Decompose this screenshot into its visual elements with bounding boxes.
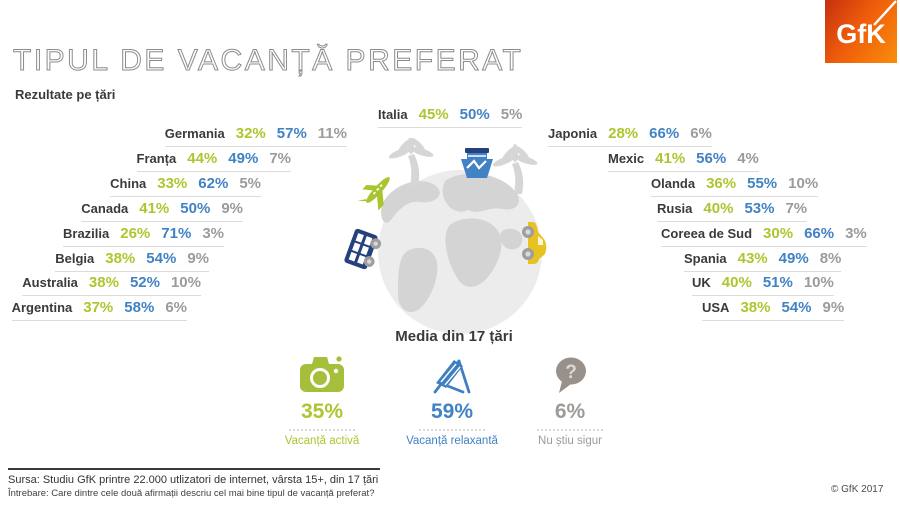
relaxed-pct: 54% [146,250,177,267]
active-pct: 32% [235,125,266,142]
relaxed-pct: 52% [129,274,160,291]
country-label: Olanda [651,176,696,191]
active-pct: 38% [740,299,771,316]
relaxed-pct: 53% [744,200,775,217]
country-row-franta [137,150,291,172]
unsure-pct: 9% [187,250,209,267]
globe-icon [378,170,542,334]
active-pct: 41% [655,150,686,167]
country-label: Rusia [657,201,693,216]
active-pct: 33% [157,175,188,192]
unsure-pct: 7% [785,200,808,217]
relaxed-pct: 50% [180,200,211,217]
relaxed-pct: 66% [649,125,680,142]
footer-question: Întrebare: Care dintre cele două afirmații descriu cel mai bine tipul de vacanță preferat? [8,488,375,499]
relaxed-pct: 49% [228,150,259,167]
country-label: China [110,176,147,191]
question-mark-glyph: ? [565,362,577,383]
country-label: Australia [22,275,78,290]
relaxed-pct: 62% [198,175,229,192]
active-average-label: Vacanță activă [284,435,360,447]
active-pct: 45% [418,106,449,123]
unsure-pct: 11% [317,125,347,142]
relaxed-pct: 56% [696,150,727,167]
gfk-logo-text: GfK [836,19,886,49]
bus-icon [344,228,384,272]
country-row-coreea-de-sud [661,225,867,247]
active-pct: 40% [721,274,752,291]
dotted-divider [537,429,603,431]
active-pct: 38% [88,274,119,291]
unsure-pct: 9% [822,299,845,316]
logo-slash-icon [825,0,897,63]
country-row-canada [81,200,243,222]
copyright-notice: © GfK 2017 [831,484,884,495]
unsure-pct: 9% [221,200,243,217]
relaxed-pct: 54% [781,299,812,316]
country-label: Mexic [608,151,645,166]
question-bubble-icon [500,354,640,396]
active-pct: 44% [187,150,218,167]
country-row-australia [22,274,201,296]
country-label: Germania [164,126,225,141]
country-row-argentina [12,299,187,321]
active-pct: 30% [763,225,794,242]
country-row-china [110,175,261,197]
unsure-pct: 7% [269,150,291,167]
country-label: Spania [684,251,727,266]
unsure-average-label: Nu știu sigur [538,435,602,447]
page-subtitle: Rezultate pe țări [15,87,116,102]
country-row-brazilia [63,225,224,247]
dotted-divider [289,429,355,431]
camera-icon [252,354,392,396]
relaxed-pct: 57% [276,125,307,142]
active-pct: 43% [737,250,768,267]
country-label: Belgia [55,251,95,266]
page-title: TIPUL DE VACANȚĂ PREFERAT [13,44,524,77]
unsure-pct: 10% [170,274,201,291]
relaxed-pct: 55% [747,175,778,192]
relaxed-pct: 50% [459,106,490,123]
active-pct: 37% [83,299,114,316]
unsure-pct: 6% [690,125,712,142]
country-label: Japonia [548,126,598,141]
relaxed-pct: 51% [762,274,793,291]
country-row-usa [702,299,844,321]
active-average-value: 35% [300,400,344,423]
relaxed-pct: 66% [804,225,835,242]
average-title: Media din 17 țări [395,328,513,345]
country-label: USA [702,300,730,315]
active-pct: 28% [608,125,639,142]
unsure-pct: 10% [803,274,834,291]
relaxed-average-label: Vacanță relaxantă [406,435,498,447]
relaxed-pct: 58% [124,299,155,316]
unsure-pct: 4% [737,150,759,167]
relaxed-average-value: 59% [430,400,474,423]
ship-icon [461,148,493,178]
active-pct: 40% [703,200,734,217]
active-pct: 36% [706,175,737,192]
country-label: Argentina [11,300,73,315]
country-row-mexic [608,150,759,172]
active-pct: 41% [139,200,170,217]
stat-unsure [500,354,640,447]
relaxed-pct: 71% [161,225,192,242]
relaxed-pct: 49% [778,250,809,267]
footer-divider [8,468,380,470]
dotted-divider [419,429,485,431]
country-row-olanda [651,175,818,197]
country-label: Franța [136,151,177,166]
stat-active-vacation [252,354,392,447]
unsure-pct: 5% [239,175,261,192]
unsure-pct: 8% [819,250,842,267]
active-pct: 26% [120,225,151,242]
country-label: Coreea de Sud [661,226,753,241]
unsure-average-value: 6% [554,400,586,423]
country-label: UK [692,275,711,290]
globe-illustration [338,138,582,342]
country-row-spania [684,250,841,272]
country-row-germania [165,125,347,147]
gfk-logo [825,0,897,63]
unsure-pct: 10% [788,175,819,192]
unsure-pct: 6% [165,299,187,316]
country-label: Italia [378,107,408,122]
country-row-italia [378,106,522,128]
country-row-belgia [55,250,209,272]
unsure-pct: 3% [845,225,867,242]
active-pct: 38% [105,250,136,267]
country-row-rusia [657,200,807,222]
unsure-pct: 5% [500,106,523,123]
country-row-uk [692,274,834,296]
country-label: Brazilia [63,226,110,241]
footer-source: Sursa: Studiu GfK printre 22.000 utlizatori de internet, vârsta 15+, din 17 țări [8,474,379,486]
country-label: Canada [81,201,129,216]
unsure-pct: 3% [202,225,224,242]
